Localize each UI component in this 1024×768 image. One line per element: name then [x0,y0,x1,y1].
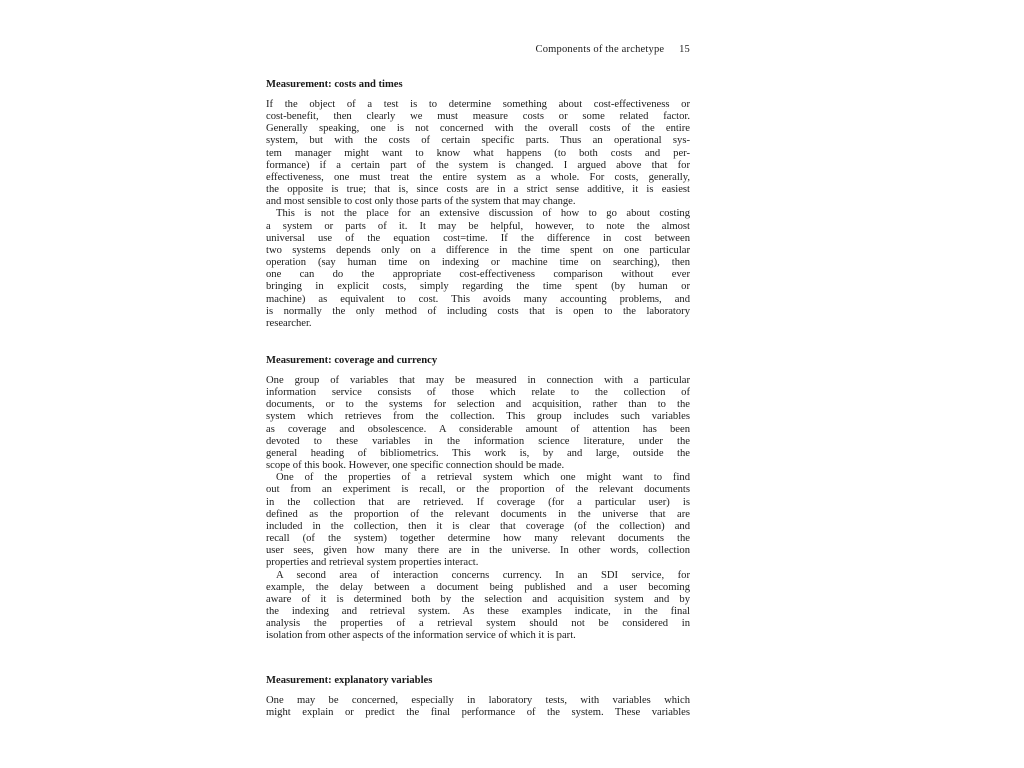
text-line: A second area of interaction concerns currency. In an SDI service, for [276,569,690,581]
text-line: in the collection that are retrieved. If coverage (for a particular user) is [266,496,690,508]
text-line: effectiveness, one must treat the entire system as a whole. For costs, generally, [266,171,690,183]
running-head-title: Components of the archetype [535,44,665,55]
text-line: tem manager might want to know what happens (to both costs and per- [266,147,690,159]
text-line: the opposite is true; that is, since costs are in a strict sense additive, it is easiest [266,184,690,196]
text-line: is normally the only method of including costs that is open to the laboratory [266,305,690,317]
text-line: machine) as equivalent to cost. This avoids many accounting problems, and [266,293,690,305]
text-line: formance) if a certain part of the system is changed. I argued above that for [266,159,690,171]
text-line: aware of it is determined both by the selection and acquisition system and by [266,593,690,605]
section-heading: Measurement: costs and times [266,79,403,90]
text-line: information service consists of those which relate to the collection of [266,387,690,399]
text-line: Generally speaking, one is not concerned with the overall costs of the entire [266,123,690,135]
text-line: properties and retrieval system properties interact. [266,557,479,569]
text-line: analysis the properties of a retrieval system should not be considered in [266,618,690,630]
text-line: universal use of the equation cost=time. If the difference in cost between [266,232,690,244]
text-line: This is not the place for an extensive discussion of how to go about costing [276,208,690,220]
text-line: One may be concerned, especially in laboratory tests, with variables which [266,695,690,706]
section-body [266,375,690,642]
text-line: system, but with the costs of certain specific parts. Thus an operational sys- [266,135,690,147]
text-line: two systems depends only on a difference in the time spent on one particular [266,244,690,256]
section-explanatory-variables [266,674,690,719]
text-line: general heading of bibliometrics. This work is, by and large, outside the [266,447,690,459]
text-line: and most sensible to cost only those parts of the system that may change. [266,196,576,208]
text-line: documents, or to the systems for selection and acquisition, rather than to the [266,399,690,411]
text-line: One group of variables that may be measured in connection with a particular [266,375,690,386]
text-line: If the object of a test is to determine something about cost-effectiveness or [266,99,690,110]
section-costs-and-times [266,78,690,330]
section-heading: Measurement: explanatory variables [266,675,433,686]
section-body [266,695,690,719]
text-line: scope of this book. However, one specific connection should be made. [266,460,565,472]
text-line: included in the collection, then it is clear that coverage (of the collection) and [266,520,690,532]
text-line: operation (say human time on indexing or machine time on searching), then [266,257,690,269]
text-line: example, the delay between a document being published and a user becoming [266,581,690,593]
text-line: defined as the proportion of the relevant documents in the universe that are [266,508,690,520]
text-line: system which retrieves from the collection. This group includes such variables [266,411,690,423]
section-coverage-and-currency [266,354,690,642]
text-line: out from an experiment is recall, or the proportion of the relevant documents [266,484,690,496]
section-body [266,99,690,330]
text-line: the indexing and retrieval system. As these examples indicate, in the final [266,605,690,617]
text-line: recall (of the system) together determine how many relevant documents the [266,533,690,545]
text-line: might explain or predict the final performance of the system. These variables [266,707,690,719]
text-line: bringing in explicit costs, simply regarding the time spent (by human or [266,281,690,293]
text-line: isolation from other aspects of the information service of which it is part. [266,630,576,642]
book-page [266,40,690,768]
section-heading: Measurement: coverage and currency [266,355,438,366]
running-head [536,44,690,55]
text-line: researcher. [266,317,312,329]
text-line: user sees, given how many there are in the universe. In other words, collection [266,545,690,557]
text-line: cost-benefit, then clearly we must measure costs or some related factor. [266,111,690,123]
text-line: as coverage and obsolescence. A considerable amount of attention has been [266,423,690,435]
text-line: One of the properties of a retrieval system which one might want to find [276,472,690,484]
page-number: 15 [679,44,690,55]
text-line: devoted to these variables in the information science literature, under the [266,435,690,447]
text-line: a system or parts of it. It may be helpful, however, to note the almost [266,220,690,232]
text-line: one can do the appropriate cost-effectiveness comparison without ever [266,269,690,281]
